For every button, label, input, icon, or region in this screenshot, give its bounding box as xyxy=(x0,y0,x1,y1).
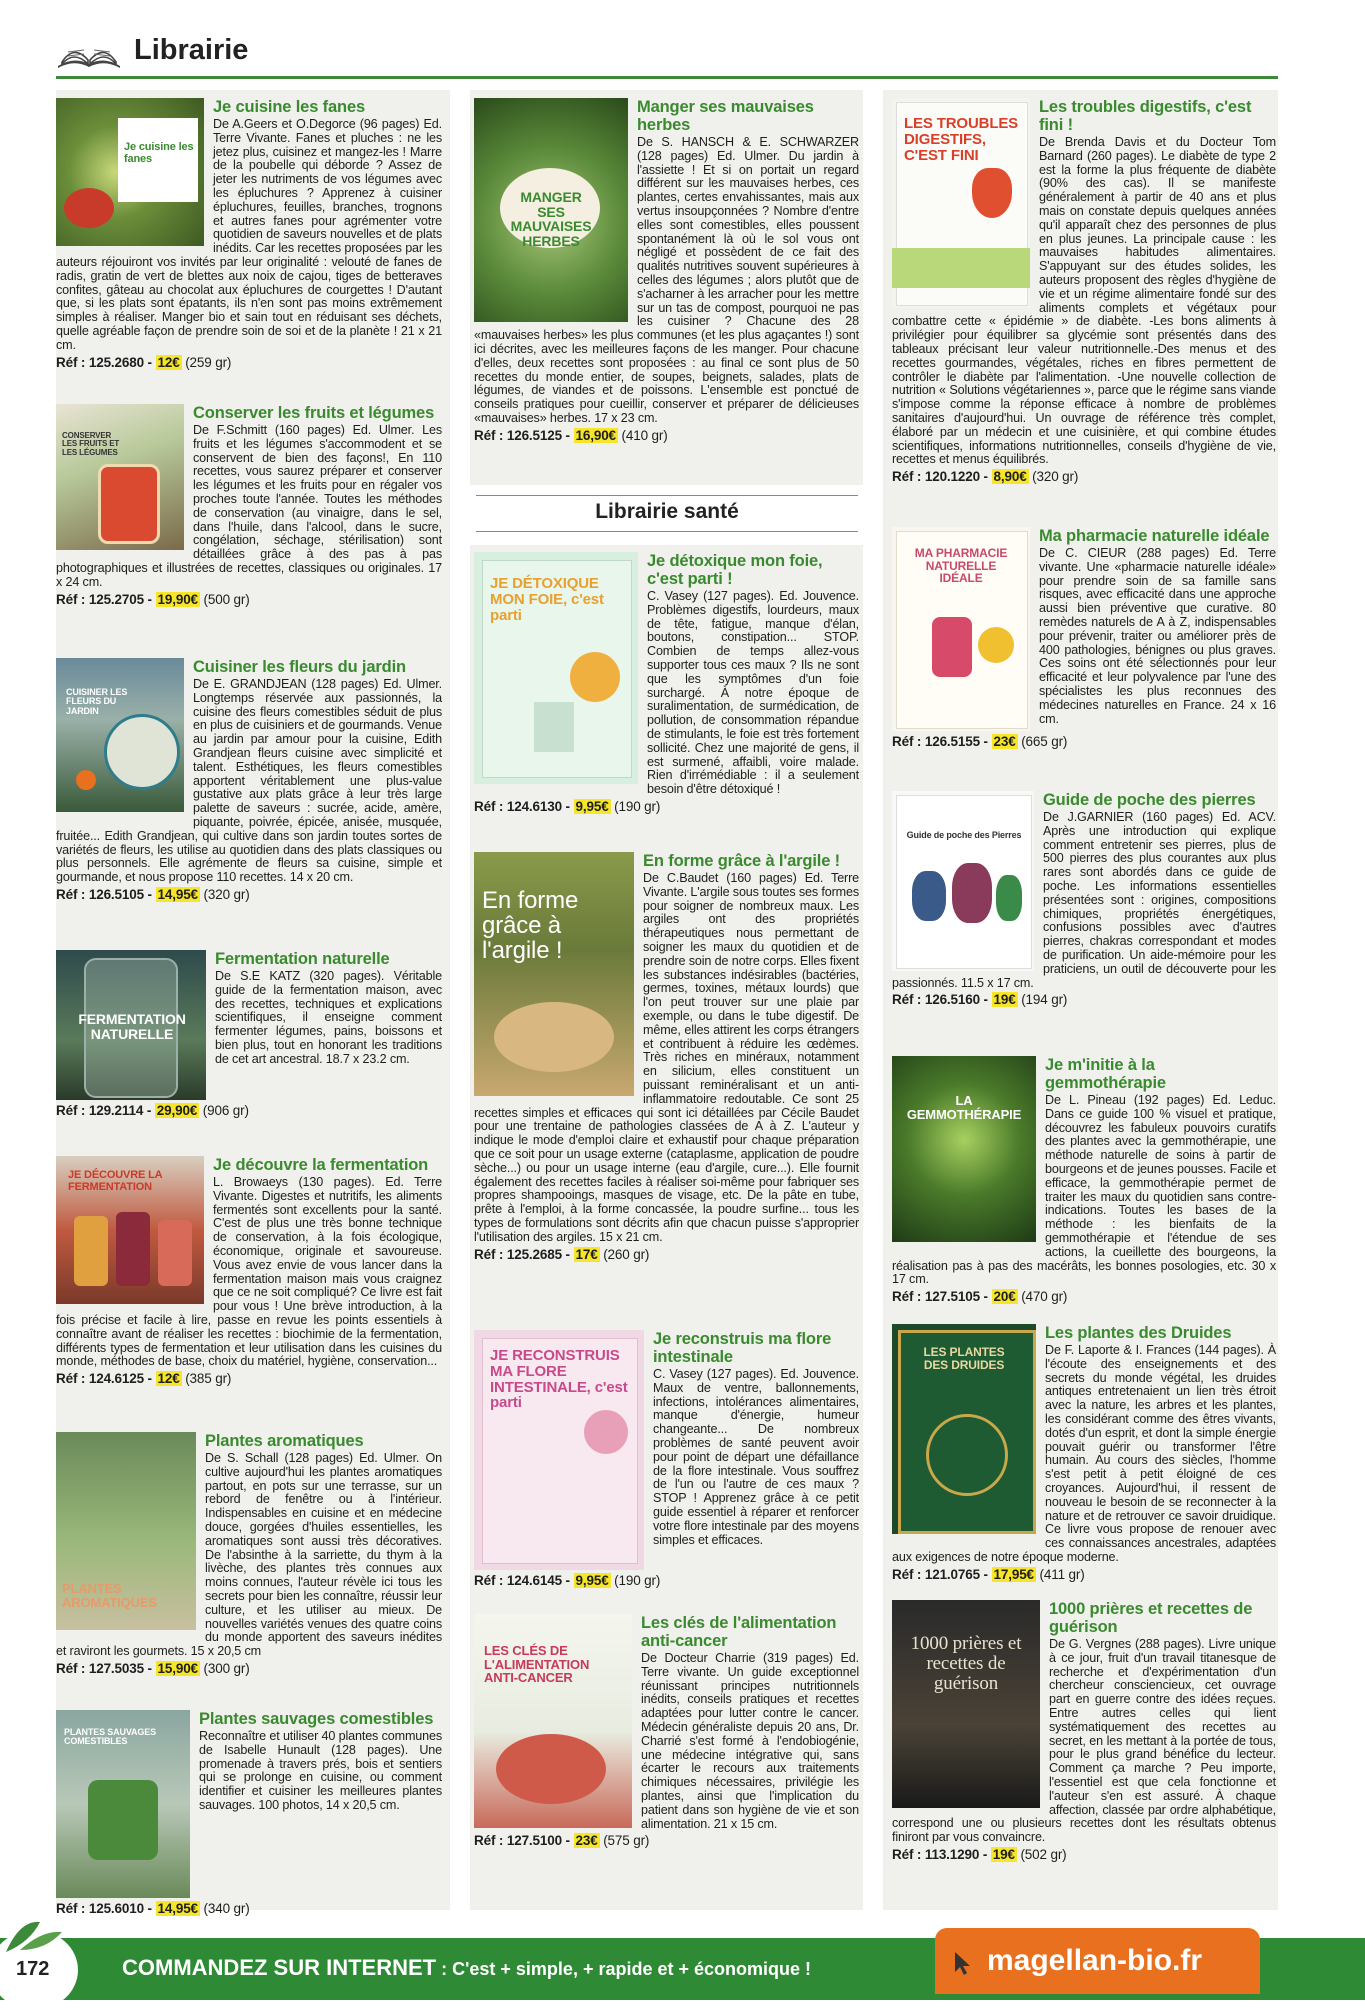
ref-code: Réf : 125.2685 - xyxy=(474,1246,574,1262)
book-cover: Je cuisine les fanes xyxy=(56,98,204,246)
book-description: De C. CIEUR (288 pages) Ed. Terre vivante. Une «pharmacie naturelle idéale» pour prendre soin de sa famille sans risques, avec efficacité dans une approche aussi bien préventive que curative. 80 remèdes naturels de A à Z, indispensables pour prévenir, traiter ou améliorer près de 400 pathologies, bénignes ou plus graves. Ces soins ont été sélectionnés pour leur efficacité et leur polyvalence par l'une des spécialistes les plus reconnues des médecines naturelles en France. 24 x 16 cm. xyxy=(1039,546,1276,726)
book-cover: LES CLÉS DE L'ALIMENTATION ANTI-CANCER xyxy=(474,1614,632,1828)
book-cover: FERMENTATION NATURELLE xyxy=(56,950,206,1100)
book-cover: 1000 prières et recettes de guérison xyxy=(892,1600,1040,1808)
price-badge: 12€ xyxy=(157,1371,180,1387)
book-item[interactable] xyxy=(56,98,442,369)
book-item[interactable] xyxy=(56,404,442,606)
footer-banner xyxy=(0,1938,1365,2000)
book-title: Ma pharmacie naturelle idéale xyxy=(1039,527,1270,545)
book-title: Fermentation naturelle xyxy=(215,950,390,968)
price-badge: 14,95€ xyxy=(157,1901,198,1916)
book-cover: JE RECONSTRUIS MA FLORE INTESTINALE, c'est parti xyxy=(474,1330,644,1570)
book-description: Reconnaître et utiliser 40 plantes communes de Isabelle Hunault (128 pages). Une promenade à travers prés, bois et sentiers qui se prolonge en cuisine, ou comment identifier et cuisiner les meilleures plantes sauvages. 100 photos, 14 x 20,5 cm. xyxy=(199,1729,442,1812)
book-weight: (500 gr) xyxy=(199,591,250,607)
book-description: De E. GRANDJEAN (128 pages) Ed. Ulmer. Longtemps réservée aux passionnés, la cuisine des fleurs comestibles séduit de plus en plus de cuisiniers et de gourmands. Venue au jardin par amour pour la cuisine, Edith Grandjean fleurs cuisine avec simplicité et talent. Esthétiques, les fleurs comestibles apportent véritablement une plus-value gustative aux plats grâce à leur très large palette de saveurs : sucrée, acide, amère, piquante, poivrée, épicée, anisée, musquée, fruitée... Edith Grandjean, qui cultive dans son jardin toutes sortes de variétés de fleurs, les utilise au quotidien dans des plats classiques ou plus personnels. Elle agrémente de fleurs sa cuisine, simple et gourmande, et nous propose 110 recettes. 14 x 20 cm. xyxy=(56,677,442,885)
page-header xyxy=(56,30,1278,80)
book-reference xyxy=(56,356,442,370)
book-reference xyxy=(892,993,1276,1007)
book-cover: MA PHARMACIE NATURELLE IDÉALE xyxy=(892,527,1030,731)
book-description: De Docteur Charrie (319 pages) Ed. Terre vivante. Un guide exceptionnel réunissant principes nutritionnels inédits, conseils pratiques et recettes adaptées pour lutter contre le cancer. Médecin généraliste depuis 20 ans, Dr. Charrié s'est formé à l'endobiogénie, une médecine intégrative qui, sans écarter le recours aux traitements chimiques nécessaires, privilégie les plantes, ainsi que l'implication du patient dans son hygiène de vie et son alimentation. 21 x 15 cm. xyxy=(641,1651,859,1831)
section-heading-sante xyxy=(476,495,858,535)
book-weight: (385 gr) xyxy=(181,1371,232,1387)
ref-code: Réf : 113.1290 - xyxy=(892,1846,991,1862)
book-item[interactable] xyxy=(56,950,442,1118)
ref-code: Réf : 127.5105 - xyxy=(892,1289,992,1305)
book-title: Manger ses mauvaises herbes xyxy=(637,98,814,134)
price-badge: 9,95€ xyxy=(575,798,609,814)
price-badge: 29,90€ xyxy=(156,1103,198,1118)
book-description: De J.GARNIER (160 pages) Ed. ACV. Après une introduction qui explique comment entretenir ses pierres, plus de 500 pierres des plus courantes aux plus rares sont abordés dans ce guide de poche. Les informations essentielles présentées sont : origines, compositions chimiques, propriétés énergétiques, confusions possibles avec d'autres pierres, chakras correspondant et modes de purification. Un aide-mémoire pour les praticiens, un outil de découverte pour les passionnés. 11.5 x 17 cm. xyxy=(892,810,1276,990)
ref-code: Réf : 125.2680 - xyxy=(56,354,156,370)
price-badge: 19,90€ xyxy=(157,591,198,607)
book-weight: (300 gr) xyxy=(199,1660,250,1676)
book-description: De S. HANSCH & E. SCHWARZER (128 pages) Ed. Ulmer. Du jardin à l'assiette ! Et si on portait un regard différent sur les mauvaises herbes, ces plantes, certes envahissantes, mais aux vertus insoupçonnées ? Nombre d'entre elles sont comestibles, elles poussent spontanément là où le sol vous ont négligé et possèdent de ce fait des qualités nutritives souvent supérieures à celles des légumes ; alors plutôt que de s'acharner à les arracher pour les mettre sur un tas de compost, pourquoi ne pas les cuisiner ? Chacune des 28 «mauvaises herbes» les plus communes (et les plus agaçantes !) sont ici décrites, avec les meilleures façons de les manger. Pour chacune d'elles, deux recettes sont proposées : au final ce sont plus de 50 recettes du monde entier, de soupes, beignets, salades, plats de légumes, de viandes et de poissons. L'ensemble est ponctué de conseils pratiques pour cueillir, conserver et préparer de délicieuses «mauvaises» herbes. 17 x 23 cm. xyxy=(474,135,859,425)
book-weight: (320 gr) xyxy=(199,886,250,902)
website-url[interactable]: magellan-bio.fr xyxy=(987,1944,1203,1977)
book-reference xyxy=(56,1104,442,1118)
book-title: 1000 prières et recettes de guérison xyxy=(1049,1600,1253,1636)
book-reference xyxy=(56,1662,442,1676)
price-badge: 8,90€ xyxy=(993,469,1027,485)
ref-code: Réf : 124.6125 - xyxy=(56,1371,156,1387)
price-badge: 23€ xyxy=(993,734,1016,749)
page-title: Librairie xyxy=(134,34,249,66)
book-item[interactable] xyxy=(892,527,1276,749)
price-badge: 23€ xyxy=(575,1833,598,1849)
book-weight: (502 gr) xyxy=(1016,1846,1067,1862)
book-cover: LA GEMMOTHÉRAPIE xyxy=(892,1056,1036,1242)
book-reference xyxy=(892,470,1276,484)
book-title: Conserver les fruits et légumes xyxy=(193,404,435,422)
book-cover: LES PLANTES DES DRUIDES xyxy=(892,1324,1036,1534)
price-badge: 14,95€ xyxy=(157,886,198,902)
book-description: C. Vasey (127 pages). Ed. Jouvence. Problèmes digestifs, lourdeurs, maux de tête, fatigue, manque d'élan, boutons, constipation... STOP. Combien de temps allez-vous supporter tous ces maux ? Ils ne sont que les symptômes d'un foie surchargé. À notre époque de suralimentation, de surmédication, de pollution, de consommation répandue de stimulants, le foie est très fortement sollicité. Chez une majorité de gens, il est surmené, affaibli, voire malade. Rien d'irrémédiable : il a seulement besoin d'être détoxiqué ! xyxy=(647,589,859,797)
book-item[interactable] xyxy=(474,1614,859,1848)
book-weight: (906 gr) xyxy=(199,1103,249,1118)
book-description: De L. Pineau (192 pages) Ed. Leduc. Dans ce guide 100 % visuel et pratique, découvrez les fabuleux pouvoirs curatifs des plantes avec la gemmothérapie, une méthode naturelle de soins à partir de bourgeons et de jeunes pousses. Facile et efficace, la gemmothérapie permet de traiter les maux du quotidien sans contre-indications. Toutes les bases de la méthode : les bienfaits de la gemmothérapie et l'étendue de ses actions, la cueillette des bourgeons, la réalisation pas à pas des macérâts, les bonnes posologies, etc. 30 x 17 cm. xyxy=(892,1093,1276,1287)
book-item[interactable] xyxy=(56,658,442,902)
ref-code: Réf : 124.6145 - xyxy=(474,1573,574,1588)
book-item[interactable] xyxy=(56,1156,442,1386)
book-cover: CONSERVER LES FRUITS ET LES LÉGUMES xyxy=(56,404,184,550)
ref-code: Réf : 121.0765 - xyxy=(892,1566,992,1582)
book-cover: PLANTES AROMATIQUES xyxy=(56,1432,196,1630)
book-description: L. Browaeys (130 pages). Ed. Terre Vivante. Digestes et nutritifs, les aliments fermentés sont excellents pour la santé. C'est de plus une très bonne technique de conservation, à la fois écologique, économique, originale et savoureuse. Vous avez envie de vous lancer dans la fermentation maison mais vous craignez que ce ne soit compliqué? Ce livre est fait pour vous ! Une brève introduction, à la fois précise et facile à lire, passe en revue les points essentiels à connaître avant de réaliser les recettes : biochimie de la fermentation, différents types de fermentation et leur utilisation dans les cuisines du monde, méthodes de base, choix du matériel, hygiène, conservation... xyxy=(56,1175,442,1369)
ref-code: Réf : 127.5035 - xyxy=(56,1660,156,1676)
book-cover: PLANTES SAUVAGES COMESTIBLES xyxy=(56,1710,190,1898)
book-description: De Brenda Davis et du Docteur Tom Barnard (260 pages). Le diabète de type 2 est la forme la plus fréquente de diabète (90% des cas). Il se manifeste généralement à partir de 40 ans et plus mais on constate depuis quelques années qu'il apparaît chez des personnes de plus en plus jeunes. La principale cause : les mauvaises habitudes alimentaires. S'appuyant sur des études solides, les auteurs proposent des règles d'hygiène de vie et un régime alimentaire fondé sur des aliments complets et végétaux pour combattre cette « épidémie » de diabète. -Les bons aliments à privilégier pour équilibrer sa glycémie sont présentés dans des tableaux précisant leur valeur nutritionnelle.-Des menus et des recettes gourmandes, végétales, riches en fibres permettent de contrôler le diabète par l'alimentation. -Une nouvelle collection de nutrition « Solutions végétariennes », parce que le régime sans viande s'impose comme la réponse efficace à nombre de problèmes sanitaires d'aujourd'hui. Un ouvrage de référence très complet, élaboré par un médecin et une cuisinière, et qui combine études scientifiques, informations nutritionnelles, conseils d'hygiène de vie, recettes et menus équilibrés. xyxy=(892,135,1276,467)
book-reference xyxy=(474,1248,859,1262)
divider xyxy=(476,495,858,496)
cursor-icon xyxy=(953,1950,975,1976)
price-badge: 9,95€ xyxy=(575,1573,609,1588)
book-title: Les troubles digestifs, c'est fini ! xyxy=(1039,98,1252,134)
ref-code: Réf : 126.5125 - xyxy=(474,427,574,443)
book-title: Plantes aromatiques xyxy=(205,1432,364,1450)
book-reference xyxy=(892,1568,1276,1582)
price-badge: 20€ xyxy=(993,1289,1016,1305)
book-title: Je m'initie à la gemmothérapie xyxy=(1045,1056,1166,1092)
book-item[interactable] xyxy=(474,98,859,443)
cta-main: COMMANDEZ SUR INTERNET xyxy=(122,1955,437,1980)
price-badge: 19€ xyxy=(992,1846,1015,1862)
book-reference xyxy=(56,888,442,902)
book-item[interactable] xyxy=(56,1432,442,1676)
ref-code: Réf : 126.5105 - xyxy=(56,886,156,902)
book-cover: JE DÉTOXIQUE MON FOIE, c'est parti xyxy=(474,552,638,784)
book-reference xyxy=(892,735,1276,749)
book-title: En forme grâce à l'argile ! xyxy=(643,852,841,870)
book-weight: (410 gr) xyxy=(617,427,668,443)
price-badge: 16,90€ xyxy=(575,427,616,443)
book-reference xyxy=(56,1372,442,1386)
divider xyxy=(476,531,858,532)
book-title: Je détoxique mon foie, c'est parti ! xyxy=(647,552,823,588)
book-description: De A.Geers et O.Degorce (96 pages) Ed. Terre Vivante. Fanes et pluches : ne les jetez plus, cuisinez et mangez-les ! Marre de la poubelle qui déborde ? Assez de jeter les nutriments de vos légumes avec les épluchures ? Apprenez à cuisiner épluchures, feuilles, branches, trognons et autres fanes pour agrémenter votre quotidien de saveurs nouvelles et de plats inédits. Car les recettes proposées par les auteurs réjouiront vos invités par leur originalité : velouté de fanes de radis, gratin de vert de blettes aux noix de cajou, tiges de betteraves confites, gâteau au chocolat aux épluchures de courgettes ! D'autant que, si les plats sont épatants, ils n'en sont pas moins extrêmement simples à réaliser. Manger bio et sain tout en réduisant ses déchets, quelle agréable façon de prendre soin de soi et de la planète ! 21 x 21 cm. xyxy=(56,117,442,352)
leaf-icon xyxy=(0,1916,70,1956)
book-description: De S.E KATZ (320 pages). Véritable guide de la fermentation maison, avec des recettes, techniques et explications scientifiques, il enseigne comment fermenter légumes, pains, boissons et bien plus, tout en honorant les traditions de cet art ancestral. 18.7 x 23.2 cm. xyxy=(215,969,442,1066)
book-weight: (470 gr) xyxy=(1017,1289,1068,1305)
open-book-icon xyxy=(56,38,122,70)
ref-code: Réf : 125.6010 - xyxy=(56,1901,156,1916)
ref-code: Réf : 129.2114 - xyxy=(56,1103,155,1118)
book-reference xyxy=(474,429,859,443)
book-reference xyxy=(56,593,442,607)
book-reference xyxy=(892,1290,1276,1304)
book-reference xyxy=(892,1848,1276,1862)
book-weight: (260 gr) xyxy=(599,1246,650,1262)
book-cover: LES TROUBLES DIGESTIFS, C'EST FINI xyxy=(892,98,1030,308)
book-cover: CUISINER LES FLEURS DU JARDIN xyxy=(56,658,184,812)
book-weight: (194 gr) xyxy=(1017,992,1068,1008)
ref-code: Réf : 124.6130 - xyxy=(474,798,574,814)
book-item[interactable] xyxy=(474,1330,859,1588)
book-title: Guide de poche des pierres xyxy=(1043,791,1256,809)
ref-code: Réf : 120.1220 - xyxy=(892,469,992,485)
book-title: Les clés de l'alimentation anti-cancer xyxy=(641,1614,837,1650)
book-description: De F.Schmitt (160 pages) Ed. Ulmer. Les fruits et les légumes s'accommodent et se conservent de bien des façons!, En 110 recettes, vous saurez préparer et conserver les légumes et les fruits pour en régaler vos proches toute l'année. Toutes les méthodes de conservation (au vinaigre, dans le sel, dans l'huile, dans l'alcool, dans le sucre, congélation, séchage, stérilisation) sont détaillées grâce à des pas à pas photographiques et illustrées de recettes, classiques ou originales. 17 x 24 cm. xyxy=(56,423,442,589)
price-badge: 17€ xyxy=(575,1246,598,1262)
page-number: 172 xyxy=(16,1958,50,1980)
book-cover: En forme grâce à l'argile ! xyxy=(474,852,634,1096)
book-cover: MANGER SES MAUVAISES HERBES xyxy=(474,98,628,322)
book-reference xyxy=(474,1834,859,1848)
ref-code: Réf : 127.5100 - xyxy=(474,1833,574,1849)
book-title: Cuisiner les fleurs du jardin xyxy=(193,658,406,676)
book-cover: Guide de poche des Pierres xyxy=(892,791,1034,971)
book-item[interactable] xyxy=(474,552,859,814)
book-item[interactable] xyxy=(474,852,859,1261)
book-item[interactable] xyxy=(892,1324,1276,1582)
book-reference xyxy=(56,1902,442,1916)
book-title: Je reconstruis ma flore intestinale xyxy=(653,1330,832,1366)
book-description: De S. Schall (128 pages) Ed. Ulmer. On cultive aujourd'hui les plantes aromatiques partout, en pots sur une terrasse, sur un rebord de fenêtre ou à l'intérieur. Indispensables en cuisine et en médecine douce, gorgées d'huiles essentielles, les aromatiques sont aussi très décoratives. De l'absinthe à la sarriette, du thym à la livèche, des plantes très connues aux moins connues, l'auteur révèle ici tous les secrets pour bien les connaître, réussir leur culture, et les utiliser au mieux. De nouvelles variétés venues des quatre coins du monde apportent des saveurs inédites et raviront les gourmets. 15 x 20,5 cm xyxy=(56,1451,442,1659)
book-weight: (190 gr) xyxy=(610,798,661,814)
book-description: De C.Baudet (160 pages) Ed. Terre Vivante. L'argile sous toutes ses formes pour soigner de nombreux maux. Les argiles ont des propriétés thérapeutiques nous permettant de soigner les maux du quotidien et de prendre soin de notre corps. Elles fixent les substances indésirables (bactéries, germes, toxines, métaux lourds) que l'on peut trouver sur une plaie par exemple, ou dans le tube digestif. De même, elles attirent les corps étrangers et contribuent à réduire les œdèmes. Très riches en minéraux, notamment en silicium, elles constituent un puissant reminéralisant et un anti-inflammatoire redoutable. Ce sont 25 recettes simples et efficaces qui sont ici détaillées par Cécile Baudet pour une trentaine de pathologies classées de A à Z. L'auteur y indique le mode d'emploi claire et exhaustif pour chaque préparation que ce soit pour un usage externe (cataplasme, application de poudre sèche...) ou pour un usage interne (eau d'argile, cure...). Elle fournit également des recettes faciles à réaliser soi-même pour fabriquer ses propres shampooings, masques de visage, etc. De la pâte en tube, prête à l'emploi, à la forme concassée, la poudre surfine... tous les types de formulations sont décrits afin que chacun puisse s'approprier l'utilisation des argiles. 15 x 21 cm. xyxy=(474,871,859,1244)
book-weight: (340 gr) xyxy=(199,1901,250,1916)
cta-sub: : C'est + simple, + rapide et + économique ! xyxy=(436,1959,811,1979)
section-title: Librairie santé xyxy=(595,500,739,523)
price-badge: 12€ xyxy=(157,354,180,370)
book-weight: (411 gr) xyxy=(1035,1566,1085,1582)
book-item[interactable] xyxy=(892,1600,1276,1862)
price-badge: 19€ xyxy=(993,992,1016,1008)
book-weight: (320 gr) xyxy=(1028,469,1079,485)
book-title: Je découvre la fermentation xyxy=(213,1156,429,1174)
book-description: C. Vasey (127 pages). Ed. Jouvence. Maux de ventre, ballonnements, infections, intolérances alimentaires, manque d'énergie, humeur changeante... De nombreux problèmes de santé peuvent avoir pour point de départ une défaillance de la flore intestinale. Vous souffrez de l'un ou l'autre de ces maux ? STOP ! Apprenez grâce à ce petit guide essentiel à réparer et renforcer votre flore intestinale par des moyens simples et efficaces. xyxy=(653,1367,859,1547)
book-reference xyxy=(474,1574,859,1588)
book-reference xyxy=(474,800,859,814)
ref-code: Réf : 125.2705 - xyxy=(56,591,156,607)
book-weight: (190 gr) xyxy=(610,1573,661,1588)
header-rule xyxy=(56,76,1278,79)
book-weight: (665 gr) xyxy=(1017,734,1068,749)
order-online-cta xyxy=(122,1955,811,1981)
book-description: De F. Laporte & I. Frances (144 pages). À l'écoute des enseignements et des secrets du monde végétal, les druides antiques entretenaient un lien très étroit avec la nature, les arbres et les plantes, les considérant comme des êtres vivants, dotés d'un esprit, et dont la simple énergie pouvait guérir ou transformer l'être humain. Au cours des siècles, l'homme s'est petit à petit éloigné de ces croyances. Aujourd'hui, il ressent de nouveau le besoin de se reconnecter à la nature et de retrouver ce savoir druidique. Ce livre vous propose de renouer avec ces connaissances ancestrales, adaptées aux exigences de notre époque moderne. xyxy=(892,1343,1276,1564)
price-badge: 17,95€ xyxy=(993,1566,1034,1582)
book-cover: JE DÉCOUVRE LA FERMENTATION xyxy=(56,1156,204,1304)
book-title: Je cuisine les fanes xyxy=(213,98,366,116)
book-weight: (575 gr) xyxy=(599,1833,650,1849)
website-link[interactable] xyxy=(935,1928,1260,1994)
book-title: Plantes sauvages comestibles xyxy=(199,1710,434,1728)
price-badge: 15,90€ xyxy=(157,1660,198,1676)
book-item[interactable] xyxy=(892,98,1276,484)
book-item[interactable] xyxy=(56,1710,442,1916)
ref-code: Réf : 126.5160 - xyxy=(892,992,992,1008)
ref-code: Réf : 126.5155 - xyxy=(892,734,992,749)
book-title: Les plantes des Druides xyxy=(1045,1324,1232,1342)
book-item[interactable] xyxy=(892,791,1276,1007)
book-item[interactable] xyxy=(892,1056,1276,1304)
book-weight: (259 gr) xyxy=(181,354,232,370)
book-description: De G. Vergnes (288 pages). Livre unique à ce jour, fruit d'un travail titanesque de recherche et d'expérimentation d'un chercheur consciencieux, cet ouvrage part en guerre contre des idées reçues. Entre autres celles qui lient systématiquement des recettes au secret, en les mettant à la portée de tous, pour le plus grand bénéfice du lecteur. Comment ça marche ? Peu importe, l'essentiel est que cela fonctionne et l'auteur s'en est assuré. À chaque affection, classée par ordre alphabétique, correspond une ou plusieurs recettes dont les résultats obtenus finiront par vous convaincre. xyxy=(892,1637,1276,1845)
